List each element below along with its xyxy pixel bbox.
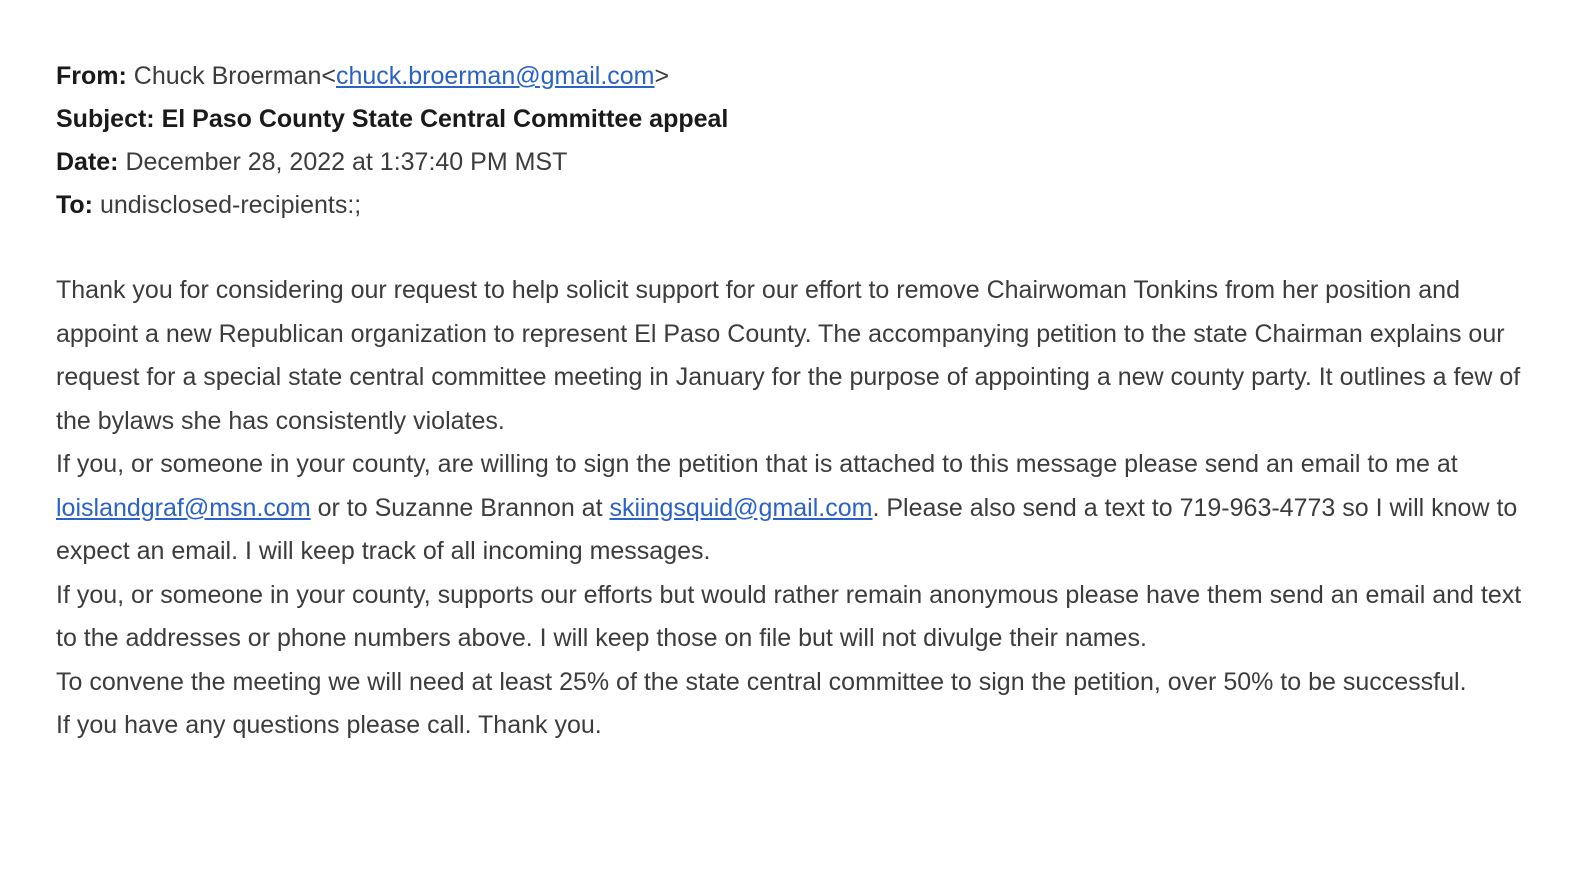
body-paragraph-2-text-c: . Please also send a text to 719-963-4773 so I will know to expect an email. I will keep track of all incoming messages. (56, 493, 1518, 565)
body-paragraph-4: To convene the meeting we will need at least 25% of the state central committee to sign the petition, over 50% to be successful. (56, 667, 1467, 696)
date-label: Date: (56, 148, 119, 176)
body-paragraph-3: If you, or someone in your county, supports our efforts but would rather remain anonymous please have them send an email and text to the addresses or phone numbers above. I will keep those on file but will not divulge their names. (56, 580, 1522, 652)
from-line (56, 55, 1582, 98)
email-body (56, 269, 1526, 748)
body-paragraph-2 (56, 443, 1526, 574)
email-link-loislandgraf[interactable]: loislandgraf@msn.com (56, 493, 311, 522)
date-line (56, 141, 1582, 184)
to-label: To: (56, 191, 94, 219)
from-name: Chuck Broerman (133, 62, 322, 90)
to-line (56, 184, 1582, 227)
from-bracket-open: < (321, 62, 336, 90)
subject-line (56, 98, 1582, 141)
email-link-skiingsquid[interactable]: skiingsquid@gmail.com (609, 493, 873, 522)
subject-value: El Paso County State Central Committee appeal (161, 105, 729, 133)
date-value: December 28, 2022 at 1:37:40 PM MST (125, 148, 568, 176)
from-bracket-close: > (654, 62, 670, 90)
from-label: From: (56, 62, 127, 90)
email-headers (56, 55, 1582, 227)
subject-label: Subject: (56, 105, 155, 133)
body-paragraph-1: Thank you for considering our request to help solicit support for our effort to remove Chairwoman Tonkins from her position and appoint a new Republican organization to represent El Paso County. The accompanying petition to the state Chairman explains our request for a special state central committee meeting in January for the purpose of appointing a new county party. It outlines a few of the bylaws she has consistently violates. (56, 276, 1521, 435)
body-paragraph-2-text-b: or to Suzanne Brannon at (317, 493, 603, 522)
to-value: undisclosed-recipients:; (99, 191, 362, 219)
body-paragraph-5: If you have any questions please call. Thank you. (56, 711, 602, 739)
body-paragraph-2-text-a: If you, or someone in your county, are willing to sign the petition that is attached to this message please send an email to me at (56, 450, 1458, 478)
from-email-link[interactable]: chuck.broerman@gmail.com (335, 62, 655, 90)
